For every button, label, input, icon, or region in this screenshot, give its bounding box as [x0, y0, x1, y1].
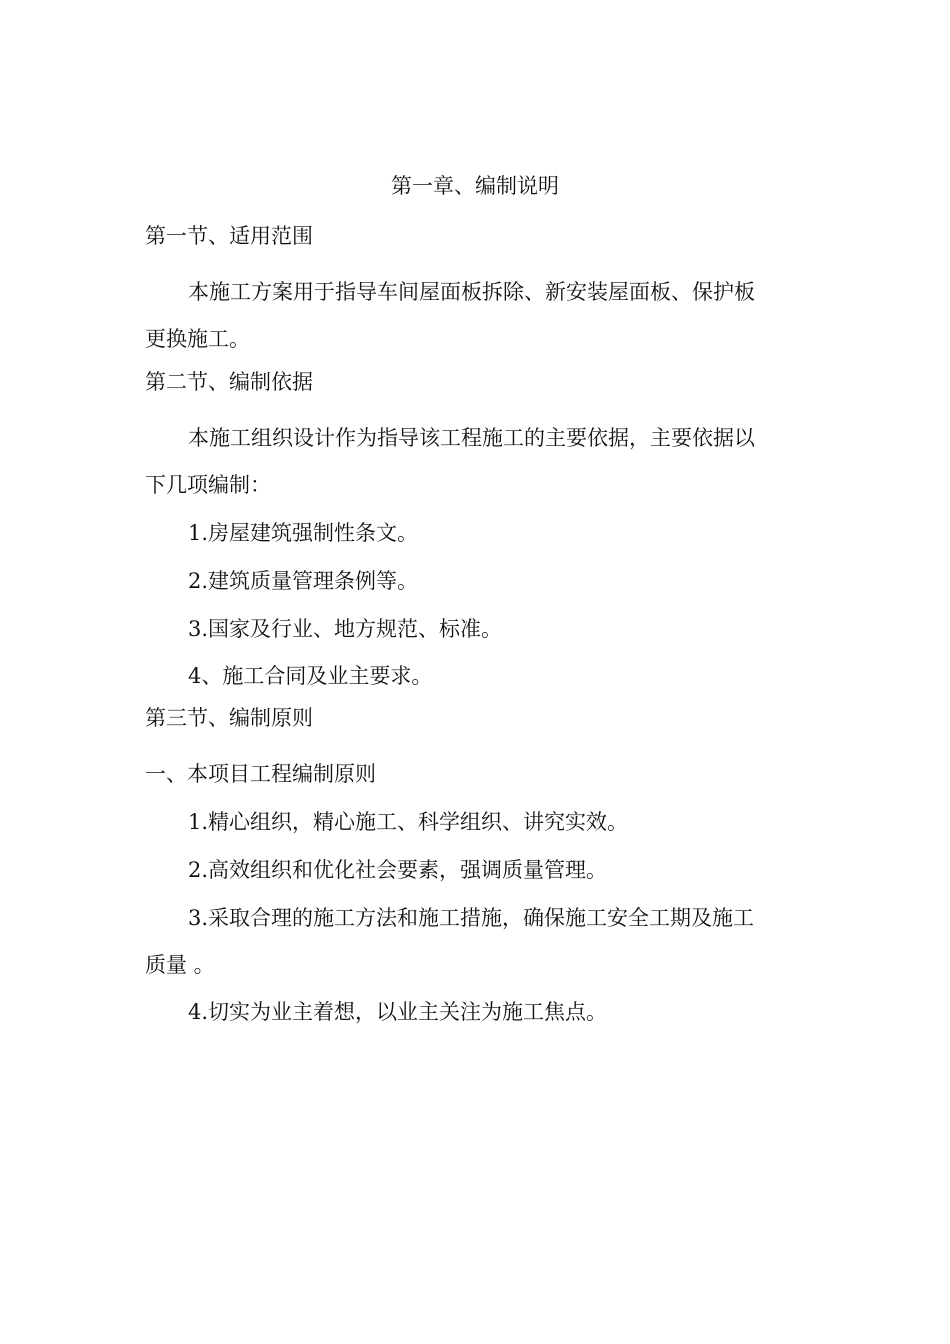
subsection-heading: 一、本项目工程编制原则 [145, 762, 376, 786]
list-item: 3.国家及行业、地方规范、标准。 [188, 617, 503, 641]
section-heading-scope: 第一节、适用范围 [145, 224, 313, 248]
paragraph-basis-line-2: 下几项编制： [145, 473, 271, 497]
list-item: 2.建筑质量管理条例等。 [188, 569, 419, 593]
list-item: 3.采取合理的施工方法和施工措施，确保施工安全工期及施工 [188, 906, 755, 930]
list-item: 4.切实为业主着想，以业主关注为施工焦点。 [188, 1000, 608, 1024]
list-item-continuation: 质量 。 [145, 953, 215, 977]
paragraph-scope-line-2: 更换施工。 [145, 327, 250, 351]
list-item: 4、施工合同及业主要求。 [188, 664, 433, 688]
chapter-title: 第一章、编制说明 [391, 174, 559, 198]
section-heading-principles: 第三节、编制原则 [145, 706, 313, 730]
paragraph-scope-line-1: 本施工方案用于指导车间屋面板拆除、新安装屋面板、保护板 [188, 280, 755, 304]
list-item: 1.精心组织，精心施工、科学组织、讲究实效。 [188, 810, 629, 834]
list-item: 2.高效组织和优化社会要素，强调质量管理。 [188, 858, 608, 882]
list-item: 1.房屋建筑强制性条文。 [188, 521, 419, 545]
paragraph-basis-line-1: 本施工组织设计作为指导该工程施工的主要依据，主要依据以 [188, 426, 755, 450]
section-heading-basis: 第二节、编制依据 [145, 370, 313, 394]
